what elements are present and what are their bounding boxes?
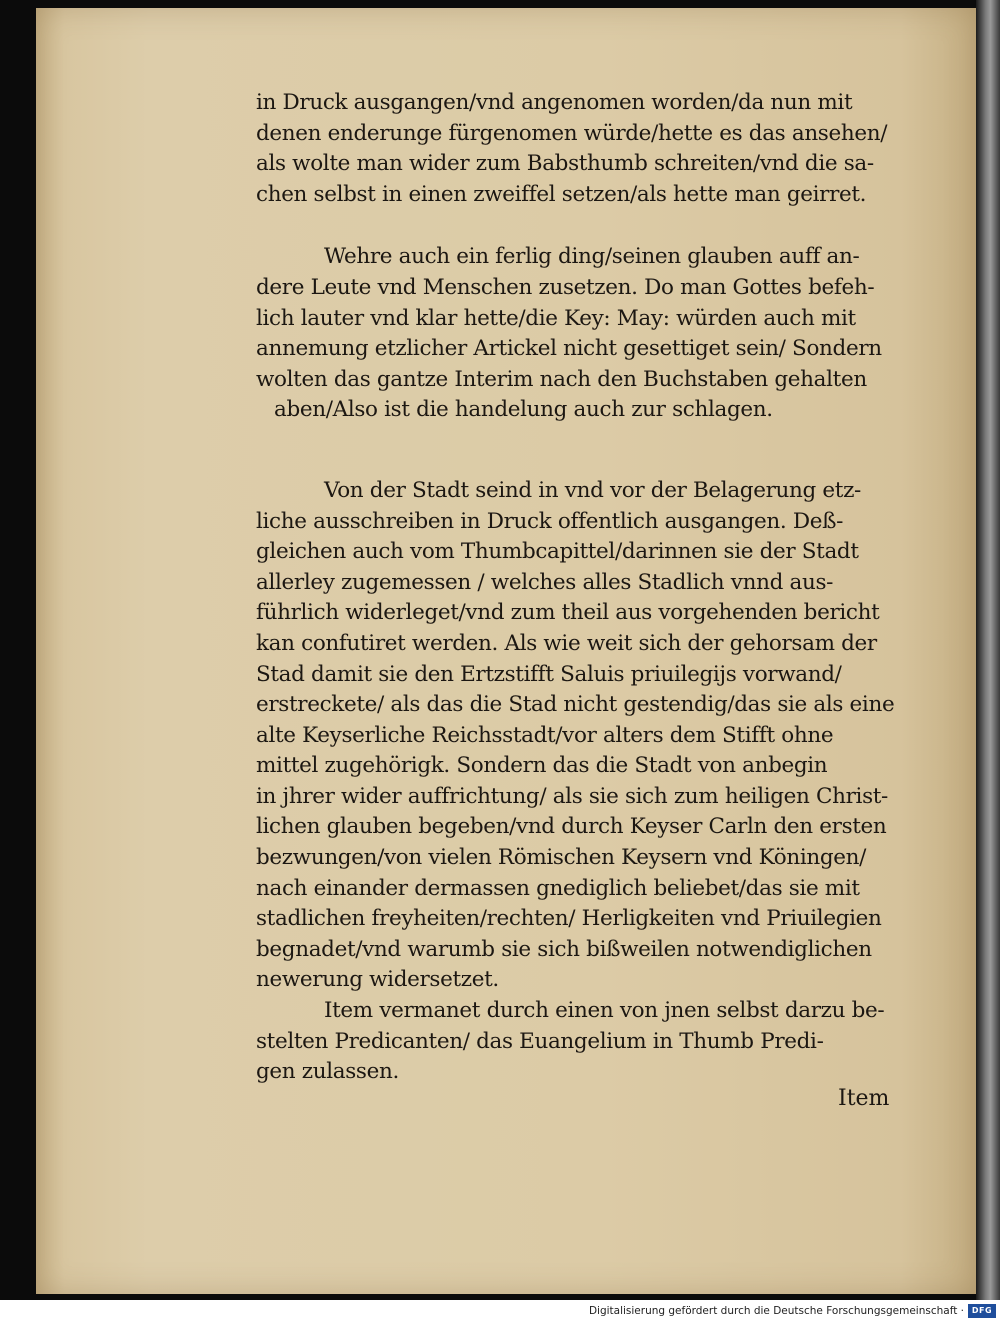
text-line: mittel zugehörigk. Sondern das die Stadt von anbegin	[256, 753, 828, 779]
text-line: Stad damit sie den Ertzstifft Saluis priuilegijs vorwand/	[256, 661, 842, 687]
text-line: Wehre auch ein ferlig ding/seinen glauben auff an-	[324, 244, 860, 270]
text-line: denen enderunge fürgenomen würde/hette es das ansehen/	[256, 120, 888, 146]
text-line: kan confutiret werden. Als wie weit sich der gehorsam der	[256, 630, 877, 656]
text-line: alte Keyserliche Reichsstadt/vor alters dem Stifft ohne	[256, 722, 834, 748]
book-edge	[976, 0, 1000, 1300]
paragraph-1	[256, 88, 916, 210]
text-line: lichen glauben begeben/vnd durch Keyser Carln den ersten	[256, 814, 887, 840]
text-line: gen zulassen.	[256, 1059, 399, 1085]
text-line: als wolte man wider zum Babsthumb schreiten/vnd die sa-	[256, 151, 874, 177]
text-line: führlich widerleget/vnd zum theil aus vorgehenden bericht	[256, 600, 880, 626]
paragraph-4	[256, 996, 916, 1088]
text-line: erstreckete/ als das die Stad nicht gestendig/das sie als eine	[256, 692, 895, 718]
text-line: wolten das gantze Interim nach den Buchstaben gehalten	[256, 366, 867, 392]
text-line: stadlichen freyheiten/rechten/ Herligkeiten vnd Priuilegien	[256, 906, 882, 932]
text-line: bezwungen/von vielen Römischen Keysern vnd Köningen/	[256, 845, 867, 871]
catchword: Item	[838, 1086, 890, 1111]
text-line: Von der Stadt seind in vnd vor der Belagerung etz-	[324, 477, 861, 503]
text-line: stelten Predicanten/ das Euangelium in Thumb Predi-	[256, 1028, 824, 1054]
paragraph-2	[256, 242, 916, 426]
text-line: nach einander dermassen gnediglich beliebet/das sie mit	[256, 875, 860, 901]
paragraph-3	[256, 476, 916, 996]
funding-credit: Digitalisierung gefördert durch die Deutsche Forschungsgemeinschaft ·	[588, 1305, 964, 1317]
text-line: in jhrer wider auffrichtung/ als sie sich zum heiligen Christ-	[256, 783, 888, 809]
text-line: newerung widersetzet.	[256, 967, 499, 993]
footer-bar	[0, 1300, 1000, 1323]
text-line: aben/Also ist die handelung auch zur schlagen.	[274, 397, 773, 423]
text-line: dere Leute vnd Menschen zusetzen. Do man Gottes befeh-	[256, 274, 875, 300]
text-line: Item vermanet durch einen von jnen selbst darzu be-	[324, 998, 885, 1024]
text-line: in Druck ausgangen/vnd angenomen worden/da nun mit	[256, 90, 853, 115]
text-line: annemung etzlicher Artickel nicht gesettiget sein/ Sondern	[256, 336, 882, 362]
text-line: chen selbst in einen zweiffel setzen/als hette man geirret.	[256, 181, 867, 207]
text-line: lich lauter vnd klar hette/die Key: May: würden auch mit	[256, 305, 856, 331]
text-line: liche ausschreiben in Druck offentlich ausgangen. Deß-	[256, 508, 844, 534]
page-body	[256, 88, 916, 1088]
text-line: allerley zugemessen / welches alles Stadlich vnnd aus-	[256, 569, 834, 595]
text-line: begnadet/vnd warumb sie sich bißweilen notwendiglichen	[256, 936, 872, 962]
dfg-logo: DFG	[968, 1304, 996, 1318]
text-line: gleichen auch vom Thumbcapittel/darinnen sie der Stadt	[256, 539, 859, 565]
